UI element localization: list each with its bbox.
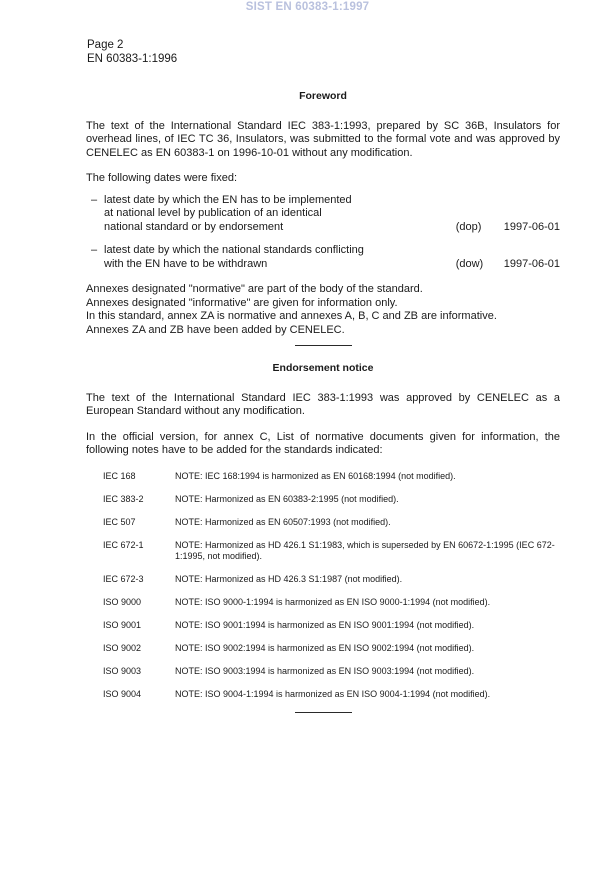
notes-table (86, 471, 560, 700)
date-item-line: with the EN have to be withdrawn (104, 257, 268, 270)
note-standard: IEC 168 (103, 470, 136, 481)
note-text: NOTE: IEC 168:1994 is harmonized as EN 60168:1994 (not modified). (175, 470, 456, 481)
note-standard: IEC 507 (103, 516, 136, 527)
note-standard: ISO 9004 (103, 688, 142, 699)
date-value: 1997-06-01 (503, 257, 560, 270)
date-value: 1997-06-01 (503, 220, 560, 233)
note-standard: ISO 9002 (103, 642, 142, 653)
date-code: (dow) (455, 257, 484, 270)
note-text: NOTE: ISO 9002:1994 is harmonized as EN ISO 9002:1994 (not modified). (175, 642, 475, 653)
end-divider (295, 712, 352, 713)
date-item-dop (86, 194, 560, 235)
note-text: NOTE: Harmonized as HD 426.3 S1:1987 (not modified). (175, 573, 403, 584)
endorsement-heading: Endorsement notice (272, 362, 374, 374)
foreword-heading: Foreword (299, 90, 347, 102)
table-row (103, 540, 560, 562)
endorsement-paragraph: The text of the International Standard IEC 383-1:1993 was approved by CENELEC as a European Standard without any modification. (86, 391, 560, 417)
list-dash: – (91, 244, 98, 256)
note-standard: IEC 383-2 (103, 493, 144, 504)
table-row (103, 643, 560, 654)
endorsement-notes-intro: In the official version, for annex C, List of normative documents given for information, the following notes have to be added for the standards indicated: (86, 430, 560, 456)
standard-number: EN 60383-1:1996 (87, 53, 178, 65)
note-standard: ISO 9000 (103, 596, 142, 607)
note-text: NOTE: ISO 9001:1994 is harmonized as EN ISO 9001:1994 (not modified). (175, 619, 475, 630)
date-item-dow (86, 244, 560, 271)
table-row (103, 597, 560, 608)
note-text: NOTE: ISO 9003:1994 is harmonized as EN ISO 9003:1994 (not modified). (175, 665, 475, 676)
date-item-line: latest date by which the EN has to be implemented (104, 193, 352, 206)
table-row (103, 689, 560, 700)
note-text: NOTE: Harmonized as EN 60507:1993 (not modified). (175, 516, 391, 527)
note-text: NOTE: ISO 9004-1:1994 is harmonized as EN ISO 9004-1:1994 (not modified). (175, 688, 491, 699)
note-text: NOTE: Harmonized as HD 426.1 S1:1983, which is superseded by EN 60672-1:1995 (IEC 672-1:1995, not modified). (175, 539, 555, 561)
table-row (103, 471, 560, 482)
table-row (103, 666, 560, 677)
annex-line: Annexes designated "informative" are given for information only. (86, 296, 398, 309)
note-standard: ISO 9001 (103, 619, 142, 630)
annex-notes (86, 283, 560, 337)
date-item-line: national standard or by endorsement (104, 220, 284, 233)
date-code: (dop) (455, 220, 482, 233)
annex-line: In this standard, annex ZA is normative and annexes A, B, C and ZB are informative. (86, 310, 497, 322)
annex-line: Annexes designated "normative" are part of the body of the standard. (86, 283, 423, 295)
table-row (103, 574, 560, 585)
note-text: NOTE: ISO 9000-1:1994 is harmonized as EN ISO 9000-1:1994 (not modified). (175, 596, 491, 607)
date-item-line: at national level by publication of an identical (104, 207, 322, 219)
watermark-header: SIST EN 60383-1:1997 (245, 1, 370, 13)
section-divider (295, 345, 352, 346)
annex-line: Annexes ZA and ZB have been added by CENELEC. (86, 323, 345, 336)
foreword-paragraph: The text of the International Standard IEC 383-1:1993, prepared by SC 36B, Insulators for overhead lines, of IEC TC 36, Insulators, was submitted to the formal vote and was approved by CENELEC as EN 60383-1 on 1996-10-01 without any modification. (86, 119, 560, 159)
document-body (86, 90, 560, 713)
note-standard: ISO 9003 (103, 665, 142, 676)
page-header (87, 38, 177, 66)
note-text: NOTE: Harmonized as EN 60383-2:1995 (not modified). (175, 493, 399, 504)
table-row (103, 517, 560, 528)
dates-intro: The following dates were fixed: (86, 172, 238, 184)
note-standard: IEC 672-1 (103, 539, 144, 550)
note-standard: IEC 672-3 (103, 573, 144, 584)
page-number: Page 2 (87, 39, 124, 51)
list-dash: – (91, 193, 98, 206)
table-row (103, 620, 560, 631)
table-row (103, 494, 560, 505)
date-item-line: latest date by which the national standards conflicting (104, 244, 364, 256)
